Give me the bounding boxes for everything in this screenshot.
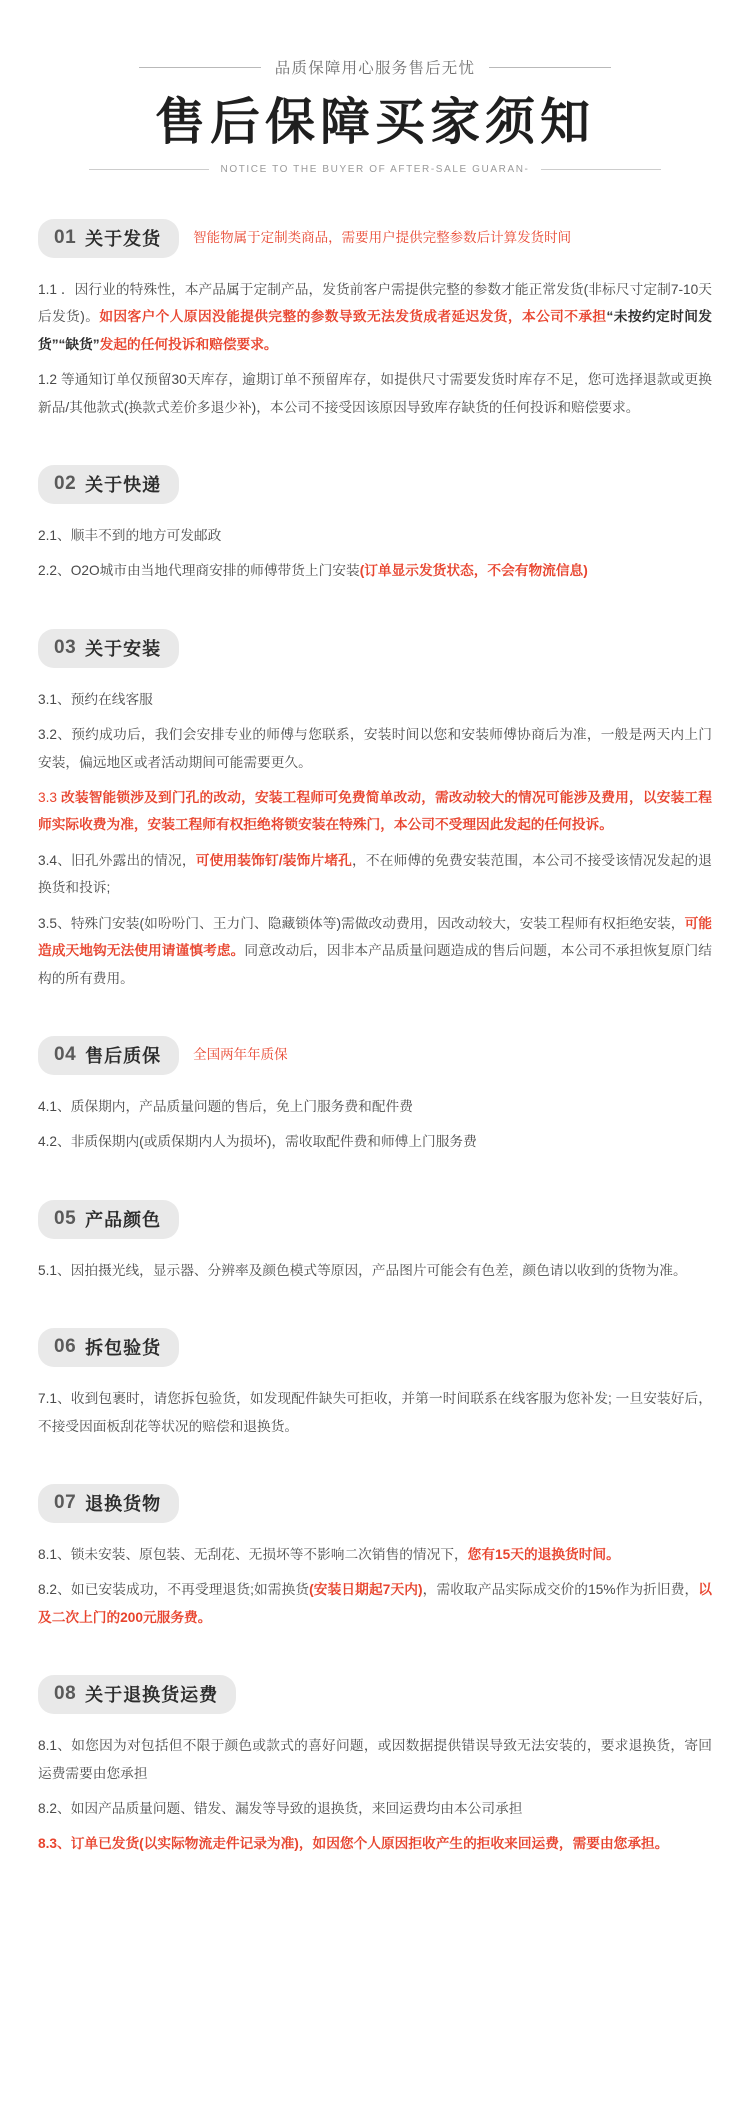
paragraph-p3_3 [38,784,712,839]
section-pill [38,629,179,668]
section-spacer [38,1866,712,1892]
text-run: 订单已发货(以实际物流走件记录为准)，如因您个人原因拒收产生的拒收来回运费，需要由您承担。 [70,1836,669,1852]
eyebrow-text: 品质保障用心服务售后无忧 [274,60,476,77]
text-run: 8.1、锁未安装、原包装、无刮花、无损坏等不影响二次销售的情况下， [38,1546,468,1562]
paragraph-p6_1 [38,1385,712,1440]
text-run: 4.2、非质保期内(或质保期内人为损坏)，需收取配件费和师傅上门服务费 [38,1134,477,1150]
text-run: 如因客户个人原因没能提供完整的参数导致无法发货成者延迟发货，本公司不承担 [99,309,607,325]
text-run: 同意改动后，因非本产品质量问题造成的售后问题，本公司不承担恢复原门结构的所有费用。 [38,943,712,986]
section-header [38,219,712,258]
section-number: 02 [54,473,77,495]
paragraph-p2_2 [38,557,712,584]
text-run: 2.2、O2O城市由当地代理商安排的师傅带货上门安装 [38,563,360,579]
section-04 [38,1036,712,1190]
section-title: 产品颜色 [85,1209,162,1230]
section-header [38,1484,712,1523]
text-run: 可使用装饰钉/装饰片堵孔 [195,852,353,868]
section-number: 07 [54,1491,77,1513]
paragraph-p3_2 [38,721,712,776]
text-run: 发起的任何投诉和赔偿要求。 [99,336,278,352]
subtitle-left-rule [89,169,209,170]
section-number: 05 [54,1207,77,1229]
section-spacer [38,1000,712,1026]
subtitle-right-rule [541,169,661,170]
text-run: 3.1、预约在线客服 [38,691,153,707]
paragraph-p7_1 [38,1541,712,1568]
section-08 [38,1675,712,1892]
eyebrow-row [0,56,750,78]
text-run: 8.1、如您因为对包括但不限于颜色或款式的喜好问题，或因数据提供错误导致无法安装的，要求退换货，寄回运费需要由您承担 [38,1738,712,1781]
section-spacer [38,1448,712,1474]
section-title: 拆包验货 [85,1338,162,1359]
paragraph-p3_4 [38,847,712,902]
paragraph-p8_3 [38,1830,712,1857]
paragraph-p1_2 [38,366,712,421]
paragraph-p8_1 [38,1732,712,1787]
section-header [38,1036,712,1075]
text-run: 改装智能锁涉及到门孔的改动，安装工程师可免费简单改动，需改动较大的情况可能涉及费用，以安装工程师实际收费为准，安装工程师有权拒绝将锁安装在特殊门，本公司不受理因此发起的任何投诉。 [38,790,712,833]
section-number: 06 [54,1336,77,1358]
text-run: 2.1、顺丰不到的地方可发邮政 [38,528,222,544]
section-spacer [38,1292,712,1318]
text-run: 您有15天的退换货时间。 [467,1546,620,1562]
text-run: (订单显示发货状态，不会有物流信息) [359,563,588,579]
eyebrow-left-rule [139,67,261,68]
section-header [38,1675,712,1714]
text-run: 以及二次上门的200元服务费。 [38,1582,712,1625]
section-title: 关于快递 [85,475,162,496]
paragraph-p5_1 [38,1257,712,1284]
paragraph-p7_2 [38,1576,712,1631]
text-run: 3.2、预约成功后，我们会安排专业的师傅与您联系，安装时间以您和安装师傅协商后为准，一般是两天内上门安装，偏远地区或者活动期间可能需要更久。 [38,727,712,770]
text-run: 1.2 等通知订单仅预留30天库存，逾期订单不预留库存，如提供尺寸需要发货时库存不足，您可选择退款或更换新品/其他款式(换款式差价多退少补)，本公司不接受因该原因导致库存缺货的任何投诉和赔偿要求。 [38,372,712,415]
section-spacer [38,1164,712,1190]
text-run: (安装日期起7天内) [309,1582,423,1598]
text-run: ，需收取产品实际成交价的15%作为折旧费， [422,1582,699,1598]
section-pill [38,1328,179,1367]
section-note: 全国两年年质保 [193,1046,288,1062]
paragraph-p3_1 [38,686,712,713]
section-03 [38,629,712,1026]
sections-container [0,219,750,1892]
section-number: 01 [54,227,77,248]
text-run: ，不在师傅的免费安装范围，本公司不接受该情况发起的退换货和投诉; [38,852,712,896]
paragraph-p4_1 [38,1093,712,1120]
section-title: 退换货物 [85,1493,162,1514]
section-header [38,465,712,504]
section-pill [38,219,179,258]
section-number: 04 [54,1043,77,1065]
section-pill [38,1200,179,1239]
text-run: 3.4、旧孔外露出的情况， [38,852,196,868]
section-pill [38,1484,179,1523]
text-run: 8.2、如已安装成功，不再受理退货;如需换货 [38,1582,310,1598]
section-title: 关于发货 [85,229,162,249]
eyebrow-right-rule [489,67,611,68]
paragraph-p3_5 [38,910,712,992]
page-subtitle: NOTICE TO THE BUYER OF AFTER-SALE GUARAN- [220,164,530,175]
page-header [0,0,750,175]
text-run: “未按约定时间发货” [38,309,712,352]
text-run: 3.3 [38,790,61,806]
text-run: 可能造成天地钩无法使用请谨慎考虑。 [38,915,712,959]
section-number: 08 [54,1683,77,1705]
text-run: 7.1、收到包裹时，请您拆包验货，如发现配件缺失可拒收，并第一时间联系在线客服为您补发; 一旦安装好后，不接受因面板刮花等状况的赔偿和退换货。 [38,1391,712,1434]
section-title: 关于退换货运费 [85,1685,219,1706]
text-run: 4.1、质保期内，产品质量问题的售后，免上门服务费和配件费 [38,1098,413,1114]
section-pill [38,465,179,504]
section-header [38,629,712,668]
section-06 [38,1328,712,1474]
section-07 [38,1484,712,1665]
text-run: 1.1 ．因行业的特殊性，本产品属于定制产品，发货前客户需提供完整的参数才能正常发货(非标尺寸定制7-10天后发货)。 [38,282,712,325]
section-title: 售后质保 [85,1045,162,1066]
text-run: 5.1、因拍摄光线，显示器、分辨率及颜色模式等原因，产品图片可能会有色差，颜色请以收到的货物为准。 [38,1262,687,1278]
paragraph-p1_1 [38,276,712,358]
section-pill [38,1036,179,1075]
section-header [38,1200,712,1239]
page-title: 售后保障买家须知 [155,94,595,150]
section-header [38,1328,712,1367]
subtitle-row [0,164,750,175]
paragraph-p4_2 [38,1128,712,1155]
section-01 [38,219,712,455]
text-run: 3.5、特殊门安装(如吩吩门、王力门、隐藏锁体等)需做改动费用，因改动较大，安装工程师有权拒绝安装， [38,915,685,931]
section-note: 智能物属于定制类商品，需要用户提供完整参数后计算发货时间 [193,230,572,246]
paragraph-p2_1 [38,522,712,549]
text-run: 8.2、如因产品质量问题、错发、漏发等导致的退换货，来回运费均由本公司承担 [38,1800,523,1816]
paragraph-p8_2 [38,1795,712,1822]
section-number: 03 [54,636,77,658]
text-run: “缺货” [58,336,100,352]
section-spacer [38,429,712,455]
text-run: 8.3、 [38,1836,71,1852]
section-spacer [38,593,712,619]
section-title: 关于安装 [85,638,162,659]
section-spacer [38,1639,712,1665]
section-05 [38,1200,712,1318]
section-pill [38,1675,236,1714]
section-02 [38,465,712,619]
